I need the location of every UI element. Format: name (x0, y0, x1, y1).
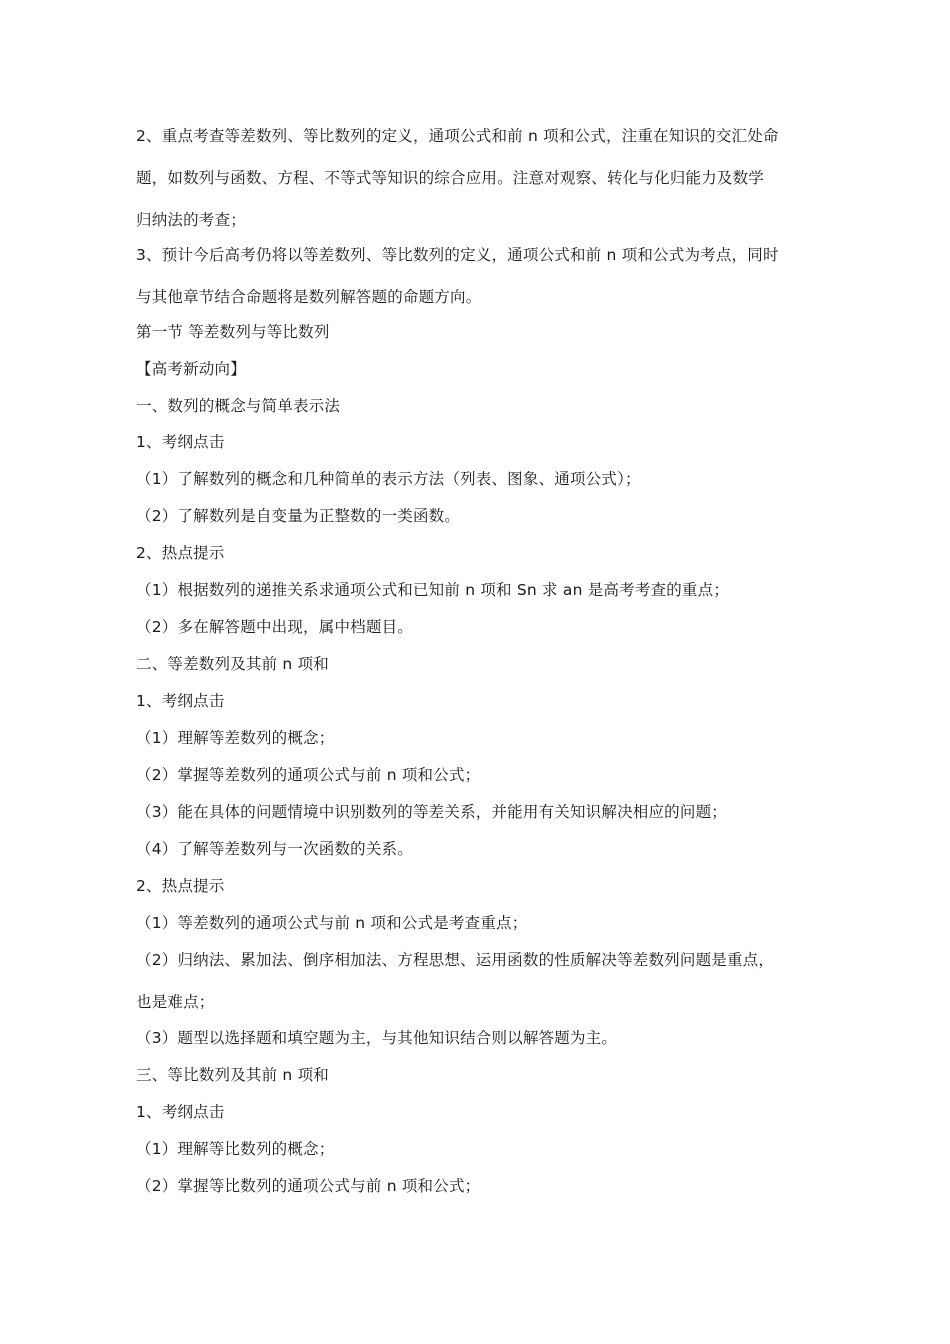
list-item: （1）等差数列的通项公式与前 n 项和公式是考查重点； (136, 914, 528, 932)
list-item: （2）掌握等比数列的通项公式与前 n 项和公式； (136, 1177, 481, 1195)
subheading: 2、热点提示 (136, 544, 225, 562)
list-item: （4）了解等差数列与一次函数的关系。 (136, 840, 413, 858)
list-item: （1）理解等比数列的概念； (136, 1140, 335, 1158)
list-item: （3）能在具体的问题情境中识别数列的等差关系，并能用有关知识解决相应的问题； (136, 803, 727, 821)
subheading: 2、热点提示 (136, 877, 225, 895)
list-item: （3）题型以选择题和填空题为主，与其他知识结合则以解答题为主。 (136, 1029, 618, 1047)
section-heading: 三、等比数列及其前 n 项和 (136, 1066, 329, 1084)
section-heading: 一、数列的概念与简单表示法 (136, 397, 341, 415)
paragraph-line: 题，如数列与函数、方程、不等式等知识的综合应用。注意对观察、转化与化归能力及数学 (136, 169, 765, 187)
list-item: （1）理解等差数列的概念； (136, 729, 335, 747)
subheading: 1、考纲点击 (136, 433, 225, 451)
list-item: （2）多在解答题中出现，属中档题目。 (136, 618, 413, 636)
section-title: 第一节 等差数列与等比数列 (136, 323, 330, 341)
list-item: （2）掌握等差数列的通项公式与前 n 项和公式； (136, 766, 481, 784)
paragraph-line: 3、预计今后高考仍将以等差数列、等比数列的定义，通项公式和前 n 项和公式为考点，同时 (136, 246, 779, 264)
list-item: （1）根据数列的递推关系求通项公式和已知前 n 项和 Sn 求 an 是高考考查的重点； (136, 581, 730, 599)
list-item: （1）了解数列的概念和几种简单的表示方法（列表、图象、通项公式）； (136, 470, 641, 488)
list-item: （2）归纳法、累加法、倒序相加法、方程思想、运用函数的性质解决等差数列问题是重点， (136, 951, 775, 969)
list-item-continuation: 也是难点； (136, 993, 215, 1011)
paragraph-line: 归纳法的考查； (136, 211, 246, 229)
paragraph-line: 2、重点考查等差数列、等比数列的定义，通项公式和前 n 项和公式，注重在知识的交汇处命 (136, 127, 779, 145)
section-heading: 【高考新动向】 (136, 360, 246, 378)
subheading: 1、考纲点击 (136, 1103, 225, 1121)
subheading: 1、考纲点击 (136, 692, 225, 710)
list-item: （2）了解数列是自变量为正整数的一类函数。 (136, 507, 461, 525)
paragraph-line: 与其他章节结合命题将是数列解答题的命题方向。 (136, 288, 482, 306)
section-heading: 二、等差数列及其前 n 项和 (136, 655, 329, 673)
